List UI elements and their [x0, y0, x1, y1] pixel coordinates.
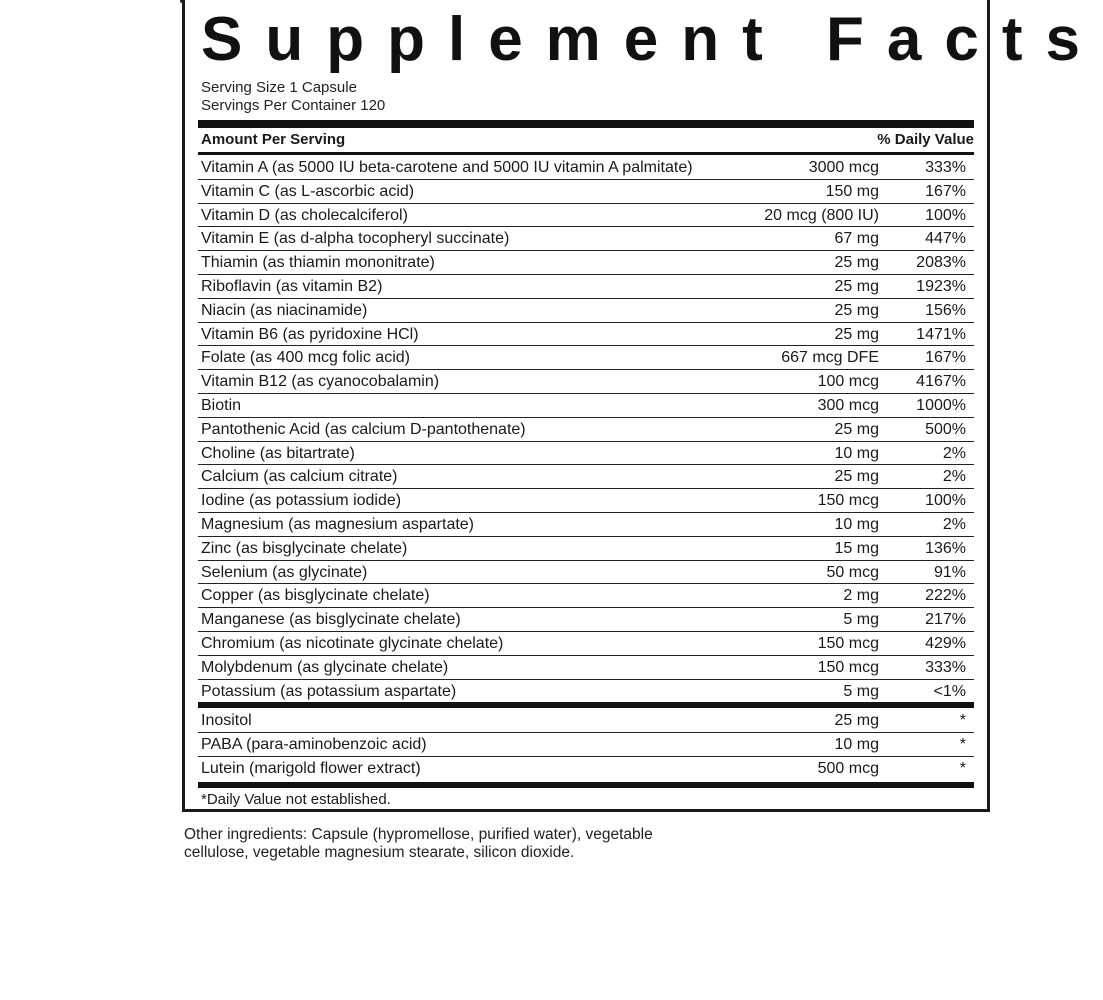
nutrient-row — [198, 513, 974, 537]
nutrient-daily-value: 217% — [925, 611, 966, 629]
nutrient-amount: 150 mg — [825, 182, 879, 200]
nutrient-amount: 10 mg — [834, 735, 879, 753]
other-ingredients-line: Other ingredients: Capsule (hypromellose, purified water), vegetable — [184, 826, 653, 843]
nutrient-daily-value: 447% — [925, 230, 966, 248]
nutrient-row — [198, 204, 974, 228]
nutrient-row — [198, 537, 974, 561]
nutrient-daily-value: 1000% — [916, 396, 966, 414]
footnote: *Daily Value not established. — [201, 791, 391, 808]
nutrient-daily-value: 2083% — [916, 254, 966, 272]
nutrient-name: Vitamin A (as 5000 IU beta-carotene and 5000 IU vitamin A palmitate) — [201, 159, 693, 176]
panel-title: Supplement Facts — [201, 5, 1103, 74]
serving-size: Serving Size 1 Capsule — [201, 79, 357, 96]
nutrient-amount: 2 mg — [843, 587, 879, 605]
nutrient-amount: 25 mg — [834, 301, 879, 319]
thick-divider — [198, 782, 974, 788]
nutrient-row — [198, 733, 974, 757]
nutrient-amount: 500 mcg — [817, 759, 879, 777]
nutrient-name: Folate (as 400 mcg folic acid) — [201, 349, 410, 367]
thick-divider — [198, 120, 974, 128]
nutrient-row — [198, 346, 974, 370]
nutrient-row — [198, 227, 974, 251]
nutrient-name: Selenium (as glycinate) — [201, 563, 368, 581]
nutrient-name: Potassium (as potassium aspartate) — [201, 682, 457, 700]
nutrient-row — [198, 275, 974, 299]
nutrient-row — [198, 251, 974, 275]
nutrient-daily-value: * — [959, 735, 966, 753]
nutrient-row — [198, 418, 974, 442]
nutrient-amount: 100 mcg — [817, 373, 879, 391]
nutrient-name: Niacin (as niacinamide) — [201, 301, 368, 319]
nutrient-name: PABA (para-aminobenzoic acid) — [201, 735, 427, 753]
nutrient-amount: 300 mcg — [817, 396, 879, 414]
nutrient-daily-value: 4167% — [916, 373, 966, 391]
nutrient-amount: 25 mg — [834, 325, 879, 343]
nutrient-row — [198, 656, 974, 680]
nutrient-row — [198, 584, 974, 608]
nutrient-daily-value: 429% — [925, 634, 966, 652]
nutrient-row — [198, 442, 974, 466]
header-divider — [198, 152, 974, 155]
other-nutrient-list — [198, 709, 974, 780]
nutrient-row — [198, 156, 974, 180]
nutrient-daily-value: 156% — [925, 301, 966, 319]
servings-per-container: Servings Per Container 120 — [201, 97, 386, 114]
nutrient-amount: 67 mg — [834, 230, 879, 248]
nutrient-amount: 25 mg — [834, 420, 879, 438]
nutrient-name: Calcium (as calcium citrate) — [201, 468, 398, 486]
nutrient-name: Vitamin C (as L-ascorbic acid) — [201, 182, 415, 200]
nutrient-daily-value: 100% — [925, 206, 966, 224]
supplement-facts-panel — [182, 0, 1103, 812]
nutrient-daily-value: 136% — [925, 539, 966, 557]
nutrient-row — [198, 394, 974, 418]
nutrient-row — [198, 561, 974, 585]
nutrient-name: Vitamin B12 (as cyanocobalamin) — [201, 373, 440, 391]
nutrient-amount: 25 mg — [834, 254, 879, 272]
nutrient-amount: 150 mcg — [817, 492, 879, 510]
nutrient-name: Zinc (as bisglycinate chelate) — [201, 539, 408, 557]
other-ingredients-line: cellulose, vegetable magnesium stearate, silicon dioxide. — [184, 844, 575, 861]
nutrient-name: Inositol — [201, 712, 252, 729]
nutrient-name: Vitamin B6 (as pyridoxine HCl) — [201, 325, 419, 343]
nutrient-name: Molybdenum (as glycinate chelate) — [201, 658, 449, 676]
nutrient-name: Lutein (marigold flower extract) — [201, 759, 421, 777]
nutrient-row — [198, 757, 974, 781]
nutrient-daily-value: 100% — [925, 492, 966, 510]
nutrient-name: Vitamin E (as d-alpha tocopheryl succinate) — [201, 230, 510, 248]
nutrient-amount: 150 mcg — [817, 658, 879, 676]
nutrient-amount: 10 mg — [834, 515, 879, 533]
nutrient-daily-value: 167% — [925, 349, 966, 367]
nutrient-name: Magnesium (as magnesium aspartate) — [201, 515, 475, 533]
nutrient-name: Iodine (as potassium iodide) — [201, 492, 402, 510]
nutrient-amount: 50 mcg — [826, 563, 879, 581]
table-header — [201, 129, 974, 151]
nutrient-name: Thiamin (as thiamin mononitrate) — [201, 254, 435, 272]
nutrient-name: Choline (as bitartrate) — [201, 444, 355, 462]
amount-per-serving-header: Amount Per Serving — [201, 131, 346, 148]
nutrient-amount: 25 mg — [834, 712, 879, 729]
nutrient-row — [198, 323, 974, 347]
nutrient-amount: 3000 mcg — [808, 159, 879, 176]
nutrient-name: Chromium (as nicotinate glycinate chelate) — [201, 634, 504, 652]
nutrient-daily-value: 1471% — [916, 325, 966, 343]
nutrient-row — [198, 370, 974, 394]
nutrient-list — [198, 156, 974, 703]
nutrient-row — [198, 680, 974, 704]
nutrient-amount: 25 mg — [834, 277, 879, 295]
nutrient-amount: 150 mcg — [817, 634, 879, 652]
nutrient-row — [198, 180, 974, 204]
nutrient-amount: 15 mg — [834, 539, 879, 557]
nutrient-daily-value: 91% — [933, 563, 966, 581]
nutrient-name: Biotin — [201, 396, 242, 414]
nutrient-name: Vitamin D (as cholecalciferol) — [201, 206, 408, 224]
nutrient-daily-value: 333% — [925, 159, 966, 176]
thick-divider — [198, 702, 974, 708]
nutrient-row — [198, 608, 974, 632]
nutrient-name: Pantothenic Acid (as calcium D-pantothenate) — [201, 420, 526, 438]
nutrient-name: Riboflavin (as vitamin B2) — [201, 277, 383, 295]
nutrient-amount: 667 mcg DFE — [781, 349, 879, 367]
nutrient-daily-value: 2% — [942, 444, 966, 462]
nutrient-row — [198, 489, 974, 513]
nutrient-row — [198, 465, 974, 489]
nutrient-name: Copper (as bisglycinate chelate) — [201, 587, 430, 605]
nutrient-daily-value: 333% — [925, 658, 966, 676]
nutrient-daily-value: * — [959, 759, 966, 777]
nutrient-daily-value: 1923% — [916, 277, 966, 295]
nutrient-row — [198, 299, 974, 323]
nutrient-amount: 5 mg — [843, 611, 879, 629]
nutrient-daily-value: <1% — [933, 682, 966, 700]
nutrient-daily-value: * — [959, 712, 966, 729]
nutrient-name: Manganese (as bisglycinate chelate) — [201, 611, 461, 629]
nutrient-amount: 20 mcg (800 IU) — [764, 206, 879, 224]
other-ingredients — [184, 826, 784, 862]
nutrient-row — [198, 632, 974, 656]
nutrient-daily-value: 2% — [942, 468, 966, 486]
nutrient-amount: 25 mg — [834, 468, 879, 486]
nutrient-row — [198, 709, 974, 733]
nutrient-daily-value: 500% — [925, 420, 966, 438]
nutrient-amount: 10 mg — [834, 444, 879, 462]
nutrient-daily-value: 167% — [925, 182, 966, 200]
nutrient-daily-value: 222% — [925, 587, 966, 605]
daily-value-header: % Daily Value — [877, 131, 974, 148]
nutrient-daily-value: 2% — [942, 515, 966, 533]
nutrient-amount: 5 mg — [843, 682, 879, 700]
